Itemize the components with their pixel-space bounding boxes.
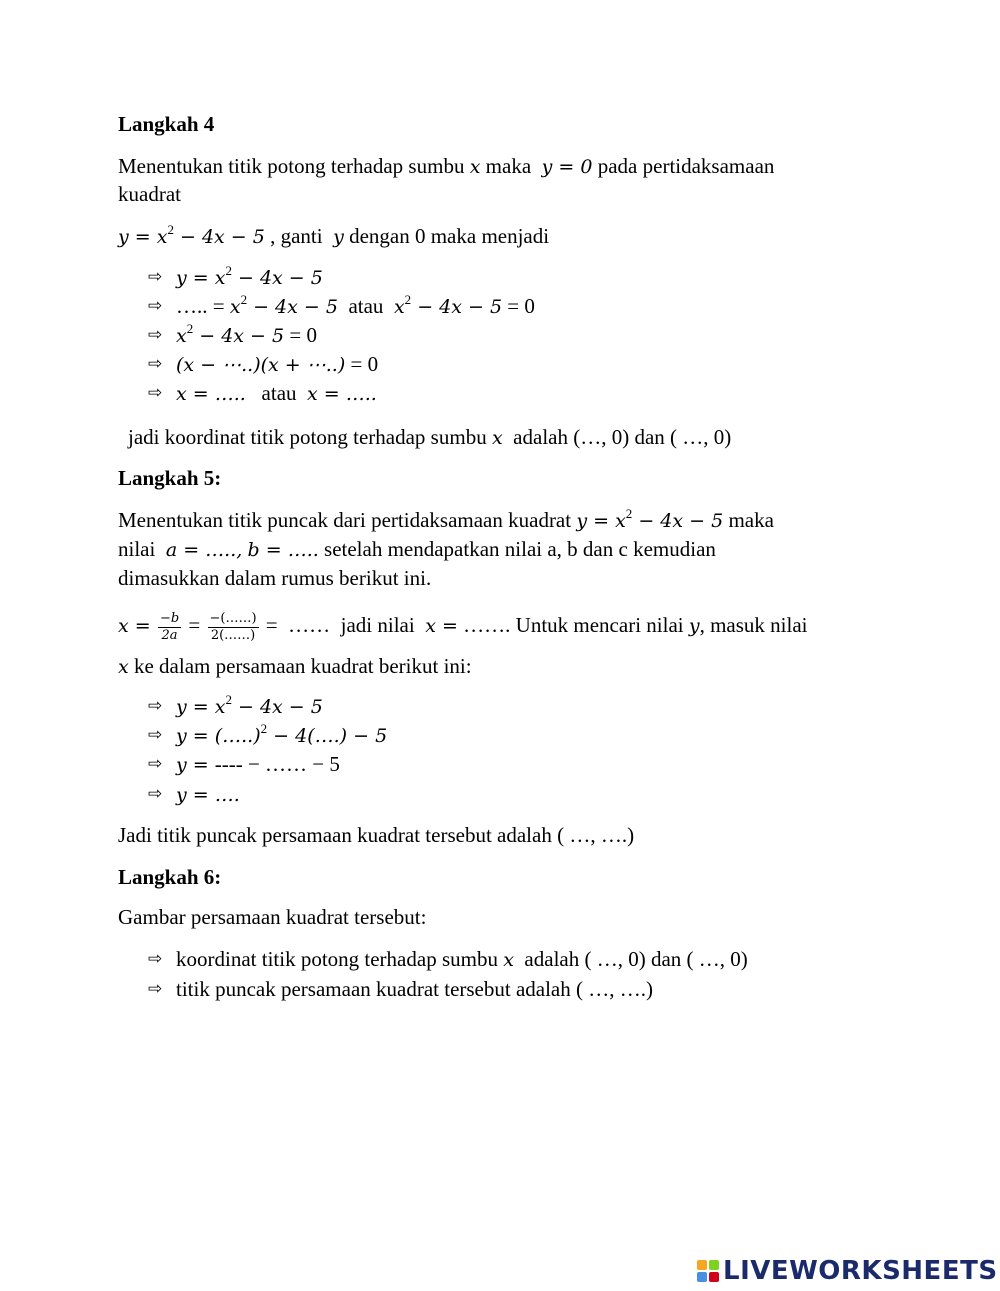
arrow-icon: ⇨: [148, 949, 163, 969]
arrow-icon: ⇨: [148, 754, 163, 774]
logo-square: [709, 1260, 719, 1270]
step5-item-1: $y = x^2 - 4x - 5$: [176, 692, 323, 718]
arrow-icon: ⇨: [148, 383, 163, 403]
step6-item-1: koordinat titik potong terhadap sumbu x adalah ( …, 0) dan ( …, 0): [176, 947, 748, 971]
fraction-minus-b-over-2a: $\frac{-b}{2a}$: [159, 610, 180, 643]
arrow-icon: ⇨: [148, 325, 163, 345]
logo-mark-icon: [697, 1260, 719, 1282]
fraction-blank: $\frac{-(\dots\dots)}{2(\dots\dots)}$: [209, 610, 257, 643]
arrow-icon: ⇨: [148, 296, 163, 316]
step4-conclusion: jadi koordinat titik potong terhadap sumbu x adalah (…, 0) dan ( …, 0): [128, 425, 732, 449]
step4-intro-line1: Menentukan titik potong terhadap sumbu x maka y = 0 pada pertidaksamaan: [118, 154, 775, 178]
step4-item-1: $y = x^2 - 4x - 5$: [176, 263, 323, 289]
step4-heading: Langkah 4: [118, 112, 215, 136]
step5-item-3: y = ---- − …… − 5: [176, 752, 340, 776]
arrow-icon: ⇨: [148, 354, 163, 374]
logo-square: [709, 1272, 719, 1282]
arrow-icon: ⇨: [148, 979, 163, 999]
step6-intro: Gambar persamaan kuadrat tersebut:: [118, 905, 427, 929]
step4-item-4: (x − ⋯..)(x + ⋯..) = 0: [176, 352, 379, 376]
arrow-icon: ⇨: [148, 784, 163, 804]
step6-item-2: titik puncak persamaan kuadrat tersebut adalah ( …, ….): [176, 977, 653, 1001]
step5-line2: nilai a = ….., b = ….. setelah mendapatkan nilai a, b dan c kemudian: [118, 537, 716, 561]
step5-item-2: y = (…..)$^2$ − 4(….) − 5: [176, 721, 388, 747]
step4-equation-line: $y = x^2 - 4x - 5$ , ganti y dengan 0 maka menjadi: [118, 222, 550, 248]
arrow-icon: ⇨: [148, 267, 163, 287]
step4-intro-line2: kuadrat: [118, 182, 181, 206]
step5-formula-line: x = $\frac{-b}{2a}$ = $\frac{-(\dots\dots)}{2(\dots\dots)}$ = …… jadi nilai x = ……. Untuk mencari nilai y, masuk nilai: [118, 610, 808, 643]
arrow-icon: ⇨: [148, 725, 163, 745]
step4-item-5: x = ….. atau x = …..: [176, 381, 377, 405]
logo-square: [697, 1260, 707, 1270]
step5-line3: dimasukkan dalam rumus berikut ini.: [118, 566, 432, 590]
step4-item-2: ….. = $x^2 - 4x - 5$ atau $x^2 - 4x - 5 = 0$: [176, 292, 535, 318]
step6-heading: Langkah 6:: [118, 865, 222, 889]
step5-heading: Langkah 5:: [118, 466, 222, 490]
logo-text: LIVEWORKSHEETS: [723, 1256, 998, 1286]
step5-line5: x ke dalam persamaan kuadrat berikut ini:: [118, 654, 472, 678]
step5-conclusion: Jadi titik puncak persamaan kuadrat tersebut adalah ( …, ….): [118, 823, 635, 847]
liveworksheets-logo: [697, 1255, 998, 1287]
step5-item-4: y = ….: [176, 784, 240, 806]
arrow-icon: ⇨: [148, 696, 163, 716]
step5-line1: Menentukan titik puncak dari pertidaksamaan kuadrat $y = x^2 - 4x - 5$ maka: [118, 506, 774, 532]
step4-item-3: $x^2 - 4x - 5 = 0$: [176, 321, 317, 347]
logo-square: [697, 1272, 707, 1282]
